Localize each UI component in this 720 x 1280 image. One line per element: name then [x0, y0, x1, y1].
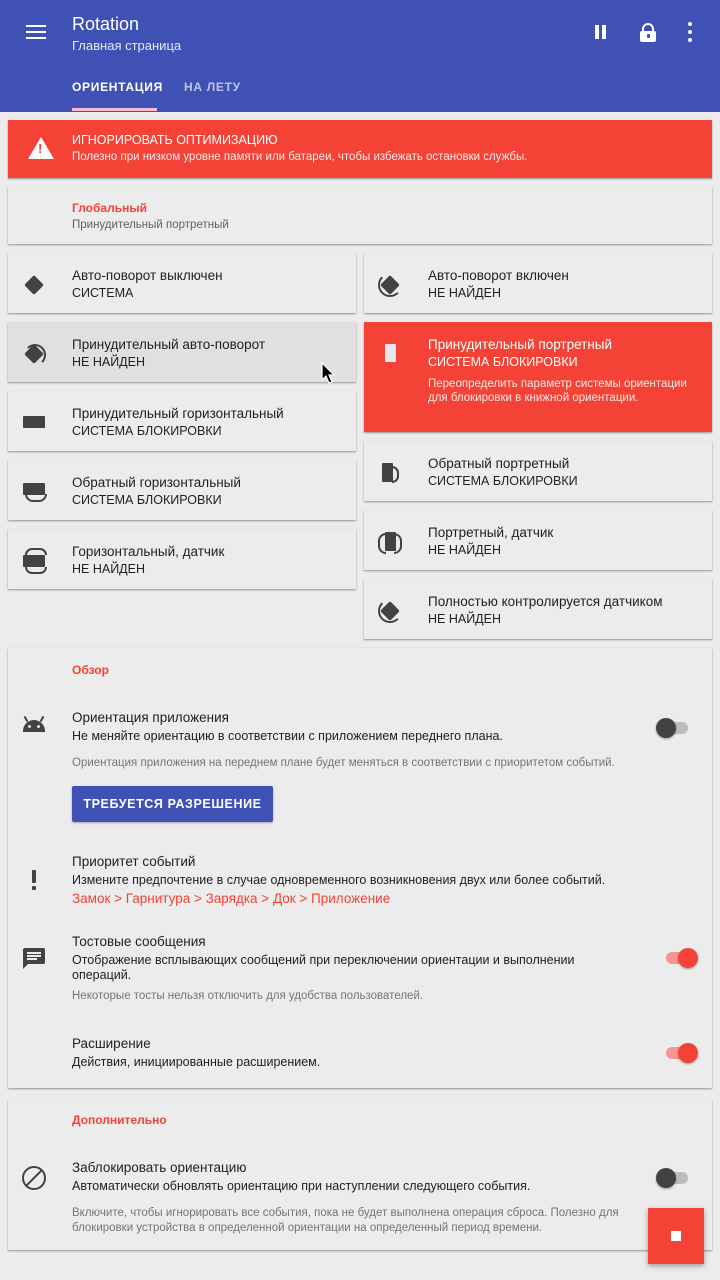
orientation-status: СИСТЕМА БЛОКИРОВКИ [72, 424, 222, 438]
warning-title: ИГНОРИРОВАТЬ ОПТИМИЗАЦИЮ [72, 133, 278, 147]
app-orientation-switch[interactable] [656, 718, 690, 738]
orientation-status: НЕ НАЙДЕН [428, 612, 502, 626]
toasts-switch[interactable] [664, 948, 698, 968]
orientation-title: Горизонтальный, датчик [72, 544, 225, 559]
portrait-sensor-icon [378, 530, 402, 554]
orientation-description: Переопределить параметр системы ориентации для блокировки в книжной ориентации. [428, 378, 687, 404]
overview-title: Обзор [72, 663, 109, 677]
orientation-title: Принудительный авто-поворот [72, 337, 266, 352]
toasts-title: Тостовые сообщения [72, 934, 206, 949]
lock-orientation-title: Заблокировать ориентацию [72, 1160, 247, 1175]
landscape-icon [22, 411, 46, 435]
tab-orientation[interactable]: ОРИЕНТАЦИЯ [72, 80, 163, 94]
orientation-auto-rotate-on[interactable] [364, 253, 712, 313]
priority-icon [30, 870, 38, 892]
orientation-status: НЕ НАЙДЕН [72, 355, 146, 369]
orientation-forced-auto-rotate[interactable] [8, 322, 356, 382]
global-value: Принудительный портретный [72, 219, 229, 231]
orientation-auto-rotate-off[interactable] [8, 253, 356, 313]
toasts-description: Отображение всплывающих сообщений при переключении ориентации и выполнении операций. [72, 953, 575, 982]
block-icon [22, 1166, 46, 1190]
priority-description: Измените предпочтение в случае одновременного возникновения двух или более событий. [72, 873, 606, 887]
mouse-cursor-icon [321, 362, 337, 386]
orientation-title: Авто-поворот выключен [72, 268, 223, 283]
app-title: Rotation [72, 14, 140, 34]
ignore-optimization-card[interactable] [8, 120, 712, 178]
orientation-status: НЕ НАЙДЕН [428, 286, 502, 300]
screen-rotation-forced-icon [22, 342, 46, 366]
orientation-title: Обратный горизонтальный [72, 475, 241, 490]
orientation-title: Полностью контролируется датчиком [428, 594, 663, 609]
stop-button[interactable] [648, 1208, 704, 1264]
app-orientation-hint: Ориентация приложения на переднем плане будет меняться в соответствии с приоритетом событий. [72, 757, 615, 769]
lock-orientation-description: Автоматически обновлять ориентацию при наступлении следующего события. [72, 1179, 531, 1193]
full-sensor-icon [378, 599, 402, 623]
app-orientation-title: Ориентация приложения [72, 710, 229, 725]
more-vert-icon[interactable] [674, 16, 706, 48]
orientation-reverse-landscape[interactable] [8, 460, 356, 520]
permission-required-button[interactable]: ТРЕБУЕТСЯ РАЗРЕШЕНИЕ [72, 786, 273, 822]
lock-orientation-hint: Включите, чтобы игнорировать все события, пока не будет выполнена операция сброса. Полезно для блокировки устройства в определенной ориентации на определенный период времени. [72, 1207, 619, 1234]
tab-on-the-fly[interactable]: НА ЛЕТУ [184, 80, 241, 94]
stop-icon [671, 1231, 681, 1241]
android-icon [22, 716, 46, 736]
global-title: Глобальный [72, 201, 147, 215]
orientation-status: НЕ НАЙДЕН [72, 562, 146, 576]
extension-switch[interactable] [664, 1043, 698, 1063]
landscape-sensor-icon [22, 549, 46, 573]
global-orientation-card[interactable] [8, 186, 712, 244]
tab-indicator [72, 108, 157, 111]
orientation-reverse-portrait[interactable] [364, 441, 712, 501]
orientation-title: Принудительный горизонтальный [72, 406, 284, 421]
orientation-title: Авто-поворот включен [428, 268, 569, 283]
portrait-icon [378, 342, 402, 366]
lock-orientation-switch[interactable] [656, 1168, 690, 1188]
extension-description: Действия, инициированные расширением. [72, 1055, 321, 1069]
menu-icon[interactable] [18, 16, 54, 48]
priority-chain: Замок > Гарнитура > Зарядка > Док > Приложение [72, 891, 391, 906]
reverse-portrait-icon [378, 461, 402, 485]
extension-title: Расширение [72, 1036, 151, 1051]
orientation-status: СИСТЕМА БЛОКИРОВКИ [72, 493, 222, 507]
warning-icon [28, 137, 54, 159]
orientation-status: СИСТЕМА БЛОКИРОВКИ [428, 474, 578, 488]
pause-icon[interactable] [584, 16, 616, 48]
toasts-hint: Некоторые тосты нельзя отключить для удобства пользователей. [72, 990, 424, 1002]
orientation-title: Принудительный портретный [428, 337, 613, 352]
lock-icon[interactable] [632, 16, 664, 48]
orientation-forced-landscape[interactable] [8, 391, 356, 451]
advanced-card [8, 1100, 712, 1250]
app-orientation-description: Не меняйте ориентацию в соответствии с приложением переднего плана. [72, 729, 503, 743]
overview-card [8, 648, 712, 1088]
orientation-forced-portrait[interactable] [364, 322, 712, 432]
reverse-landscape-icon [22, 480, 46, 504]
screen-rotation-icon [378, 273, 402, 297]
message-icon [22, 948, 46, 970]
orientation-status: СИСТЕМА [72, 286, 134, 300]
orientation-title: Обратный портретный [428, 456, 570, 471]
orientation-status: СИСТЕМА БЛОКИРОВКИ [428, 355, 578, 369]
orientation-portrait-sensor[interactable] [364, 510, 712, 570]
warning-description: Полезно при низком уровне памяти или батареи, чтобы избежать остановки службы. [72, 151, 528, 163]
app-bar [0, 0, 720, 112]
orientation-landscape-sensor[interactable] [8, 529, 356, 589]
advanced-title: Дополнительно [72, 1113, 167, 1127]
orientation-status: НЕ НАЙДЕН [428, 543, 502, 557]
app-subtitle: Главная страница [72, 38, 182, 53]
orientation-title: Портретный, датчик [428, 525, 554, 540]
priority-title[interactable]: Приоритет событий [72, 854, 196, 869]
orientation-full-sensor[interactable] [364, 579, 712, 639]
screen-rotation-off-icon [22, 273, 46, 297]
